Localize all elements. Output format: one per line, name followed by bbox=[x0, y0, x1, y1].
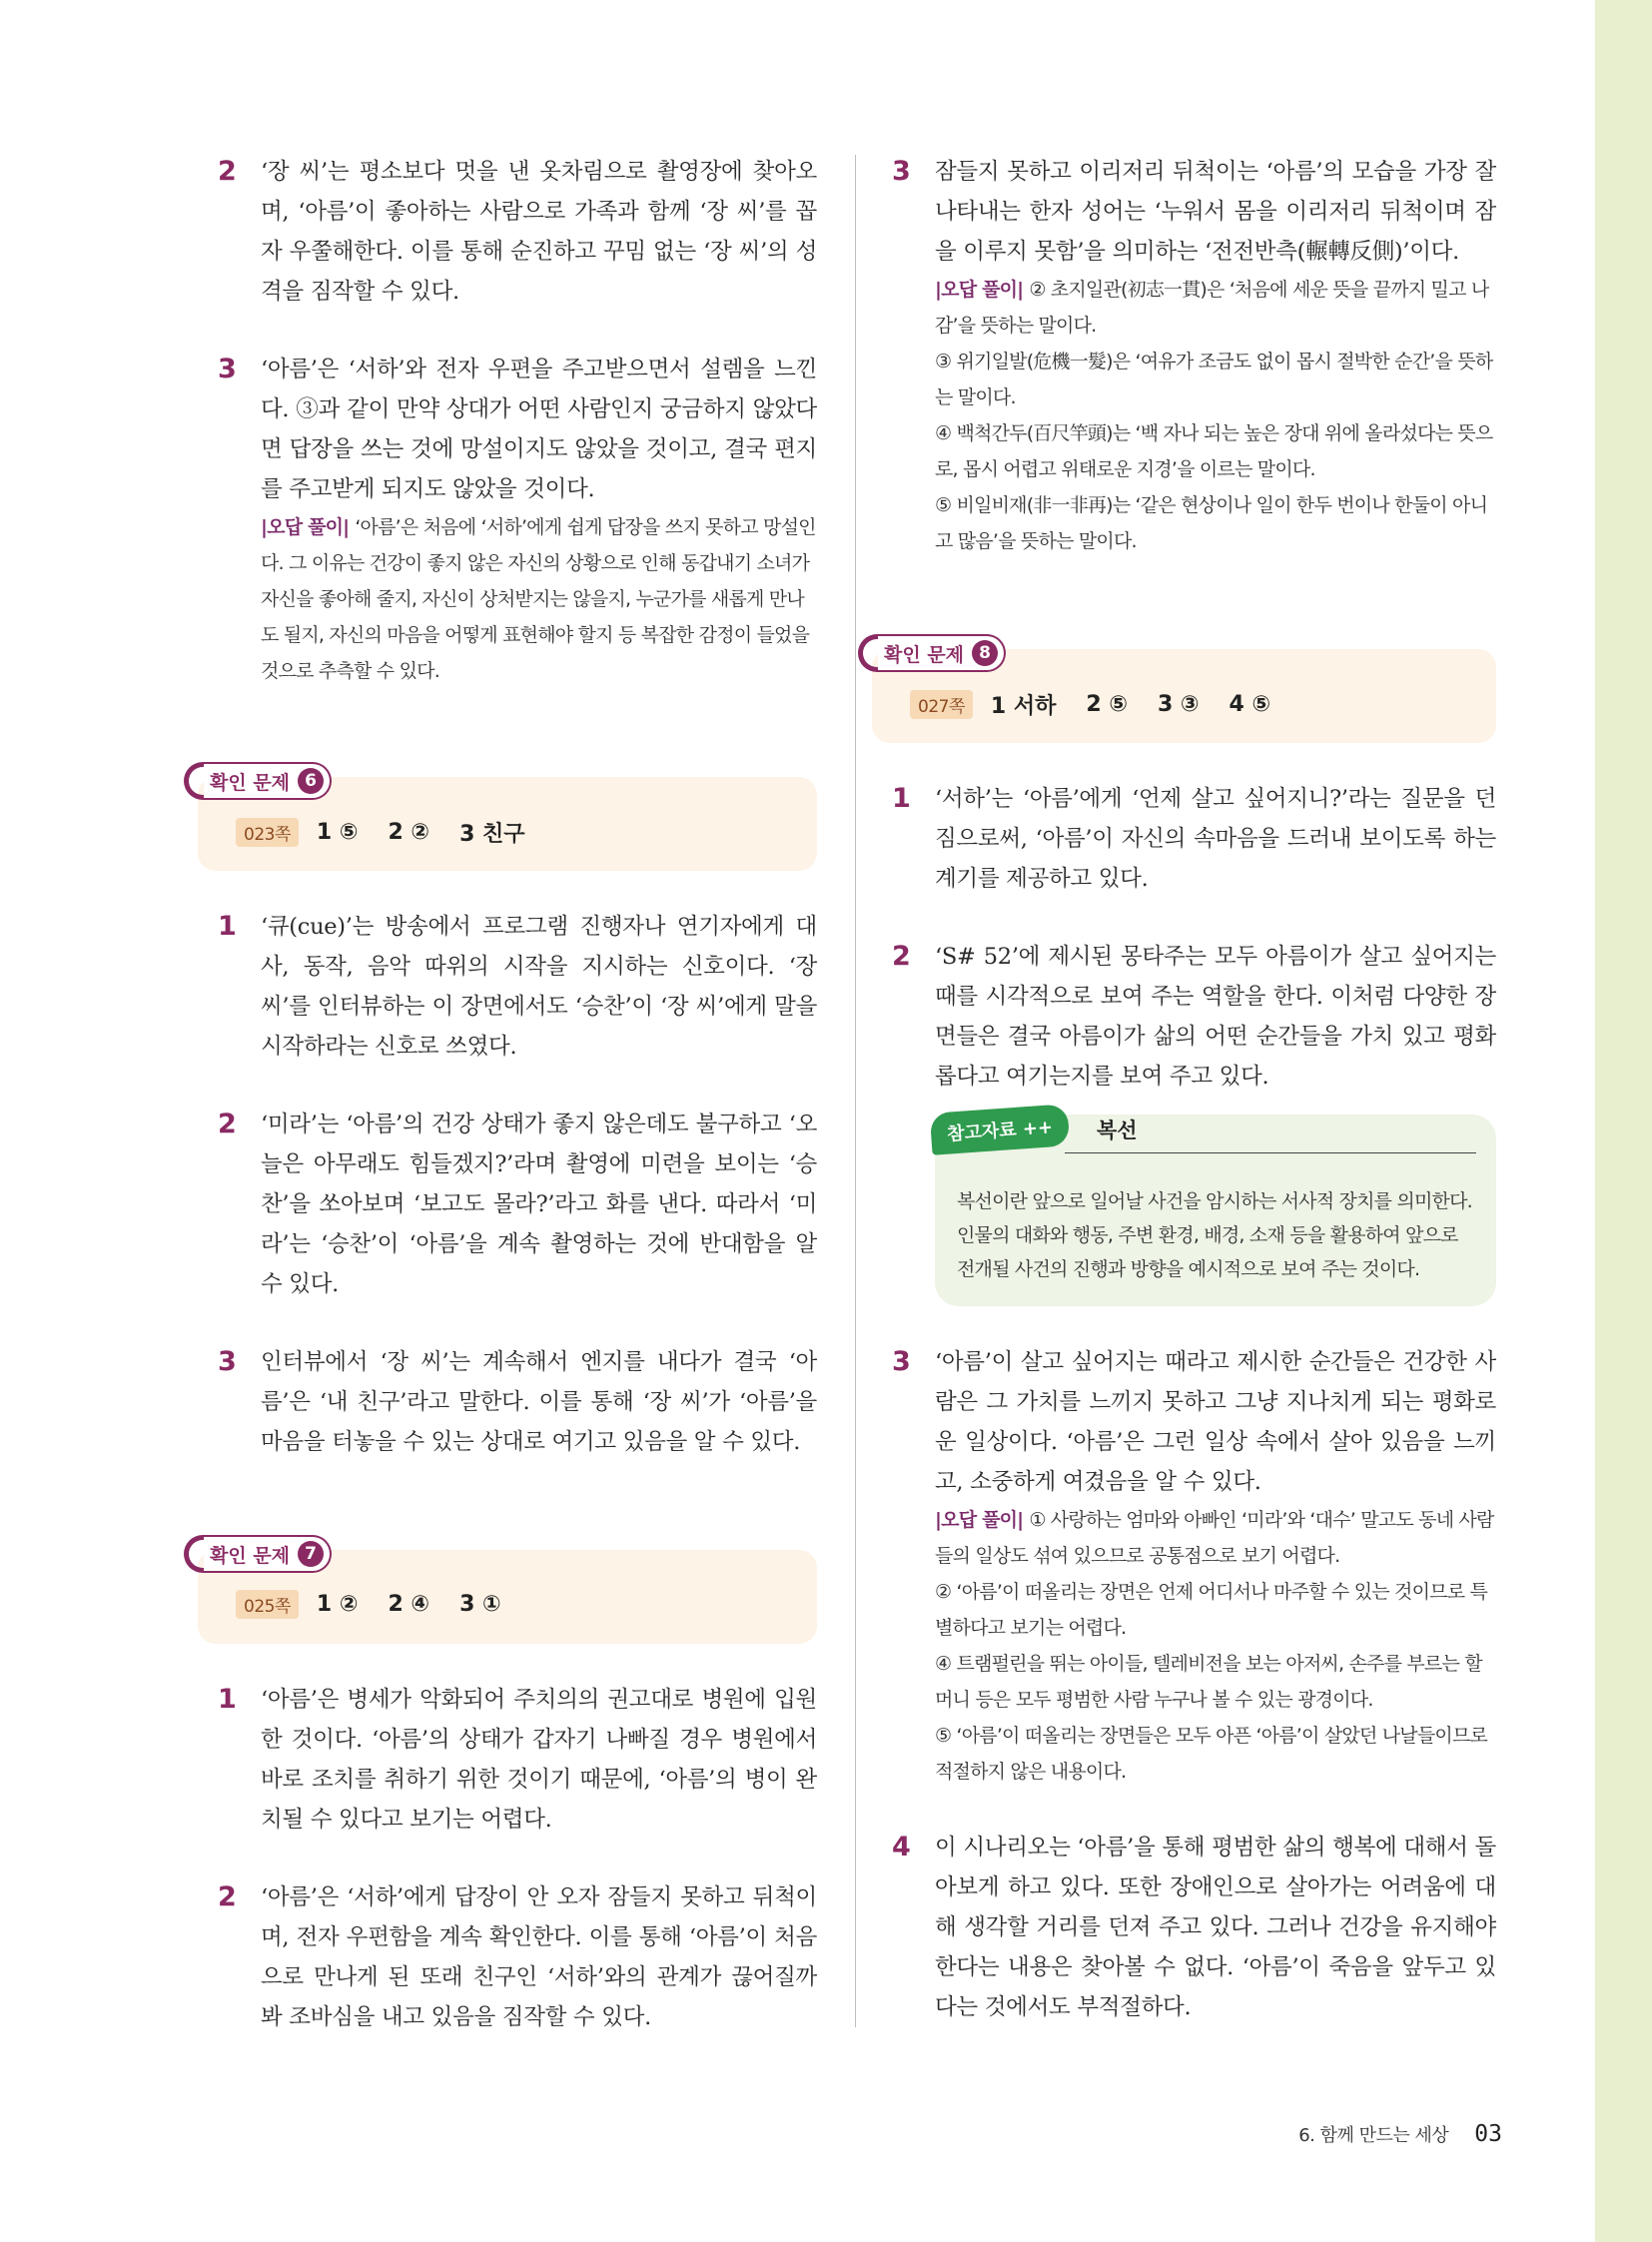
reference-tag: 참고자료 ++ bbox=[930, 1104, 1071, 1155]
answer-item bbox=[892, 1342, 1496, 1790]
number-badge: 7 bbox=[298, 1541, 324, 1567]
wrong-answer-note bbox=[935, 272, 1496, 344]
wrong-answer-text: ③ 위기일발(危機一髮)은 ‘여유가 조금도 없이 몹시 절박한 순간’을 뜻하는 말이다. bbox=[935, 351, 1493, 408]
answer: 3 ① bbox=[459, 1592, 501, 1617]
wrong-answer-text: ① 사랑하는 엄마와 아빠인 ‘미라’와 ‘대수’ 말고도 동네 사람들의 일상도 섞여 있으므로 공통점으로 보기 어렵다. bbox=[935, 1509, 1494, 1567]
number-badge: 6 bbox=[298, 768, 324, 794]
item-text: ‘아름’은 병세가 악화되어 주치의의 권고대로 병원에 입원한 것이다. ‘아름’의 상태가 갑자기 나빠질 경우 병원에서 바로 조치를 취하기 위한 것이기 때문에, ‘아름’의 병이 완치될 수 있다고 보기는 어렵다. bbox=[261, 1687, 817, 1833]
check-answers bbox=[910, 689, 1300, 720]
bracket-icon bbox=[858, 634, 880, 672]
answer-item bbox=[892, 937, 1496, 1097]
answer-item bbox=[892, 1828, 1496, 2027]
item-number: 3 bbox=[892, 156, 911, 187]
check-problem-6 bbox=[198, 771, 817, 871]
reference-rule bbox=[1065, 1152, 1476, 1153]
check-answers bbox=[236, 1590, 531, 1619]
answer-item bbox=[218, 350, 817, 689]
wrong-answer-text: ⑤ ‘아름’이 떠올리는 장면들은 모두 아픈 ‘아름’이 살았던 나날들이므로 적절하지 않은 내용이다. bbox=[935, 1725, 1488, 1783]
item-number: 2 bbox=[892, 941, 911, 972]
right-column bbox=[884, 152, 1496, 2065]
wrong-answer-text: ④ 트램펄린을 뛰는 아이들, 텔레비전을 보는 아저씨, 손주를 부르는 할머니 등은 모두 평범한 사람 누구나 볼 수 있는 광경이다. bbox=[935, 1653, 1482, 1711]
item-text: 잠들지 못하고 이리저리 뒤척이는 ‘아름’의 모습을 가장 잘 나타내는 한자 성어는 ‘누워서 몸을 이리저리 뒤척이며 잠을 이루지 못함’을 의미하는 ‘전전반측(輾轉反側)’이다. bbox=[935, 159, 1496, 265]
answer-item bbox=[218, 1342, 817, 1462]
item-text: ‘서하’는 ‘아름’에게 ‘언제 살고 싶어지니?’라는 질문을 던짐으로써, ‘아름’이 자신의 속마음을 드러내 보이도록 하는 계기를 제공하고 있다. bbox=[935, 786, 1496, 892]
answer: 1 ② bbox=[316, 1592, 359, 1617]
page-footer bbox=[1298, 2121, 1502, 2147]
check-title: 확인 문제 6 bbox=[204, 762, 332, 800]
answer: 1 ⑤ bbox=[316, 820, 359, 845]
wrong-answer-text: ④ 백척간두(百尺竿頭)는 ‘백 자나 되는 높은 장대 위에 올라섰다는 뜻으로, 몹시 어렵고 위태로운 지경’을 이르는 말이다. bbox=[935, 422, 1493, 480]
item-number: 1 bbox=[218, 911, 237, 942]
chapter-label: 6. 함께 만드는 세상 bbox=[1298, 2125, 1449, 2146]
item-text: ‘미라’는 ‘아름’의 건강 상태가 좋지 않은데도 불구하고 ‘오늘은 아무래도 힘들겠지?’라며 촬영에 미련을 보이는 ‘승찬’을 쏘아보며 ‘보고도 몰라?’라고 화를 낸다. 따라서 ‘미라’는 ‘승찬’이 ‘아름’을 계속 촬영하는 것에 반대함을 알 수 있다. bbox=[261, 1112, 817, 1297]
wrong-answer-note bbox=[935, 1502, 1496, 1574]
wrong-answer-note bbox=[261, 509, 817, 689]
check-problem-7 bbox=[198, 1544, 817, 1644]
answer-item bbox=[218, 152, 817, 312]
item-text: ‘장 씨’는 평소보다 멋을 낸 옷차림으로 촬영장에 찾아오며, ‘아름’이 좋아하는 사람으로 가족과 함께 ‘장 씨’를 꼽자 우쭐해한다. 이를 통해 순진하고 꾸밈 없는 ‘장 씨’의 성격을 짐작할 수 있다. bbox=[261, 159, 817, 305]
wrong-answer-text: ⑤ 비일비재(非一非再)는 ‘같은 현상이나 일이 한두 번이나 한둘이 아니고 많음’을 뜻하는 말이다. bbox=[935, 494, 1488, 552]
item-text: 인터뷰에서 ‘장 씨’는 계속해서 엔지를 내다가 결국 ‘아름’은 ‘내 친구’라고 말한다. 이를 통해 ‘장 씨’가 ‘아름’을 마음을 터놓을 수 있는 상대로 여기고 있음을 알 수 있다. bbox=[261, 1349, 817, 1455]
wrong-answer-text: ② ‘아름’이 떠올리는 장면은 언제 어디서나 마주할 수 있는 것이므로 특별하다고 보기는 어렵다. bbox=[935, 1581, 1488, 1639]
wrong-answer-tag: |오답 풀이| bbox=[935, 279, 1024, 301]
item-number: 2 bbox=[218, 1109, 237, 1139]
wrong-answer-tag: |오답 풀이| bbox=[261, 516, 350, 538]
answer-item bbox=[892, 779, 1496, 899]
item-number: 2 bbox=[218, 156, 237, 187]
answer-item bbox=[218, 1680, 817, 1840]
page-chip: 025쪽 bbox=[236, 1590, 299, 1619]
bracket-icon bbox=[184, 762, 206, 800]
item-text: ‘S# 52’에 제시된 몽타주는 모두 아름이가 살고 싶어지는 때를 시각적으로 보여 주는 역할을 한다. 이처럼 다양한 장면들은 결국 아름이가 삶의 어떤 순간들을 가치 있고 평화롭다고 여기는지를 보여 주고 있다. bbox=[935, 944, 1496, 1090]
answer: 4 ⑤ bbox=[1229, 692, 1271, 717]
check-header bbox=[184, 1536, 332, 1572]
item-number: 1 bbox=[218, 1684, 237, 1715]
wrong-answer-text: ② 초지일관(初志一貫)은 ‘처음에 세운 뜻을 끝까지 밀고 나감’을 뜻하는 말이다. bbox=[935, 279, 1489, 337]
page-chip: 027쪽 bbox=[910, 690, 973, 719]
check-title: 확인 문제 7 bbox=[204, 1535, 332, 1573]
item-number: 1 bbox=[892, 783, 911, 814]
page-number: 03 bbox=[1474, 2121, 1502, 2147]
answer-item bbox=[218, 1877, 817, 2037]
wrong-answer-tag: |오답 풀이| bbox=[935, 1509, 1024, 1531]
wrong-answer-text: ‘아름’은 처음에 ‘서하’에게 쉽게 답장을 쓰지 못하고 망설인다. 그 이유는 건강이 좋지 않은 자신의 상황으로 인해 동갑내기 소녀가 자신을 좋아해 줄지, 자신이 상처받지는 않을지, 누군가를 새롭게 만나도 될지, 자신의 마음을 어떻게 표현해야 할지 등 복잡한 감정이 들었을 것으로 추측할 수 있다. bbox=[261, 516, 816, 682]
answer-item bbox=[892, 152, 1496, 559]
item-text: ‘아름’은 ‘서하’와 전자 우편을 주고받으면서 설렘을 느낀다. ③과 같이 만약 상대가 어떤 사람인지 궁금하지 않았다면 답장을 쓰는 것에 망설이지도 않았을 것이고, 결국 편지를 주고받게 되지도 않았을 것이다. bbox=[261, 357, 817, 502]
answer: 2 ② bbox=[388, 820, 430, 845]
page-chip: 023쪽 bbox=[236, 818, 299, 847]
answer: 3 ③ bbox=[1157, 692, 1200, 717]
check-problem-8 bbox=[872, 643, 1496, 743]
answer: 2 ⑤ bbox=[1086, 692, 1128, 717]
item-number: 3 bbox=[892, 1346, 911, 1377]
check-header bbox=[184, 763, 332, 799]
answer-item bbox=[218, 907, 817, 1067]
reference-header bbox=[931, 1109, 1138, 1150]
bracket-icon bbox=[184, 1535, 206, 1573]
item-text: ‘아름’은 ‘서하’에게 답장이 안 오자 잠들지 못하고 뒤척이며, 전자 우편함을 계속 확인한다. 이를 통해 ‘아름’이 처음으로 만나게 된 또래 친구인 ‘서하’와의 관계가 끊어질까 봐 조바심을 내고 있음을 짐작할 수 있다. bbox=[261, 1884, 817, 2030]
answer-item bbox=[218, 1105, 817, 1304]
item-number: 2 bbox=[218, 1881, 237, 1912]
item-number: 3 bbox=[218, 354, 237, 384]
check-header bbox=[858, 635, 1006, 671]
check-answers bbox=[236, 817, 555, 848]
item-text: ‘아름’이 살고 싶어지는 때라고 제시한 순간들은 건강한 사람은 그 가치를 느끼지 못하고 그냥 지나치게 되는 평화로운 일상이다. ‘아름’은 그런 일상 속에서 살아 있음을 느끼고, 소중하게 여겼음을 알 수 있다. bbox=[935, 1349, 1496, 1495]
left-column bbox=[210, 152, 817, 2075]
number-badge: 8 bbox=[972, 640, 998, 666]
answer: 2 ④ bbox=[388, 1592, 430, 1617]
item-number: 3 bbox=[218, 1346, 237, 1377]
item-text: ‘큐(cue)’는 방송에서 프로그램 진행자나 연기자에게 대사, 동작, 음악 따위의 시작을 지시하는 신호이다. ‘장 씨’를 인터뷰하는 이 장면에서도 ‘승찬’이 ‘장 씨’에게 말을 시작하라는 신호로 쓰였다. bbox=[261, 914, 817, 1060]
check-title: 확인 문제 8 bbox=[878, 634, 1006, 672]
answer: 1 서하 bbox=[990, 694, 1057, 719]
reference-box bbox=[935, 1115, 1496, 1306]
item-text: 이 시나리오는 ‘아름’을 통해 평범한 삶의 행복에 대해서 돌아보게 하고 있다. 또한 장애인으로 살아가는 어려움에 대해 생각할 거리를 던져 주고 있다. 그러나 건강을 유지해야 한다는 내용은 찾아볼 수 없다. ‘아름’이 죽음을 앞두고 있다는 것에서도 부적절하다. bbox=[935, 1835, 1496, 2020]
side-strip bbox=[1595, 0, 1652, 2242]
answer: 3 친구 bbox=[459, 822, 525, 847]
reference-title: 복선 bbox=[1096, 1119, 1138, 1142]
reference-text: 복선이란 앞으로 일어날 사건을 암시하는 서사적 장치를 의미한다. 인물의 대화와 행동, 주변 환경, 배경, 소재 등을 활용하여 앞으로 전개될 사건의 진행과 방향을 예시적으로 보여 주는 것이다. bbox=[957, 1190, 1472, 1280]
item-number: 4 bbox=[892, 1832, 911, 1863]
column-divider bbox=[855, 155, 856, 2027]
